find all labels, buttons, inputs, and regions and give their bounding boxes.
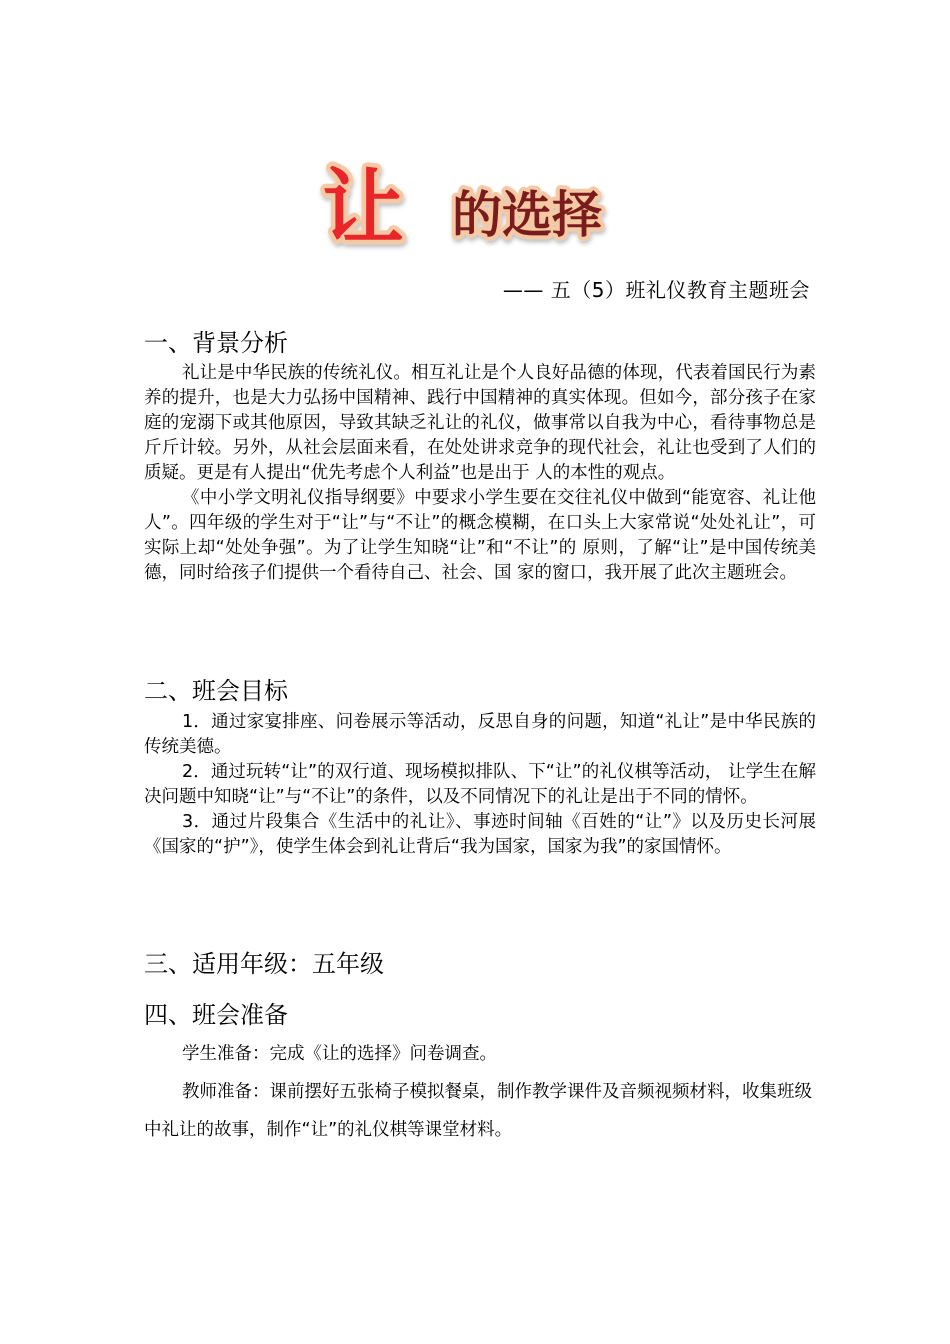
goal-item-3: 3．通过片段集合《生活中的礼让》、事迹时间轴《百姓的“让”》以及历史长河展《国家的“护”》，使学生体会到礼让背后“我为国家，国家为我”的家国情怀。: [144, 812, 816, 857]
section-heading-preparation: 四、班会准备: [144, 1001, 288, 1029]
section-goals-body: [144, 710, 816, 860]
background-paragraph-1: 礼让是中华民族的传统礼仪。相互礼让是个人良好品德的体现，代表着国民行为素养的提升，也是大力弘扬中国精神、践行中国精神的真实体现。但如今，部分孩子在家庭的宠溺下或其他原因，导致其缺乏礼让的礼仪，做事常以自我为中心，看待事物总是斤斤计较。另外，从社会层面来看，在处处讲求竞争的现代社会，礼让也受到了人们的质疑。更是有人提出“优先考虑个人利益”也是出于 人的本性的观点。: [144, 363, 816, 483]
student-preparation: 学生准备：完成《让的选择》问卷调查。: [182, 1044, 497, 1064]
subtitle: —— 五（5）班礼仪教育主题班会: [502, 278, 810, 302]
section-heading-goals: 二、班会目标: [144, 677, 288, 705]
background-paragraph-2: 《中小学文明礼仪指导纲要》中要求小学生要在交往礼仪中做到“能宽容、礼让他人”。四年级的学生对于“让”与“不让”的概念模糊，在口头上大家常说“处处礼让”，可实际上却“处处争强”。为了让学生知晓“让”和“不让”的 原则，了解“让”是中国传统美德，同时给孩子们提供一个看待自己、社会、国 家的窗口，我开展了此次主题班会。: [144, 488, 816, 583]
section-background-body: [144, 361, 816, 586]
section-preparation-body: [144, 1035, 816, 1149]
title-big-char: 让: [322, 161, 405, 254]
title-art: [318, 150, 638, 254]
goal-item-1: 1．通过家宴排座、问卷展示等活动，反思自身的问题，知道“礼让”是中华民族的传统美德。: [144, 712, 816, 757]
section-heading-grade: 三、适用年级：五年级: [144, 950, 384, 978]
title-art-svg: [318, 150, 638, 254]
section-heading-background: 一、背景分析: [144, 329, 288, 357]
teacher-preparation: 教师准备：课前摆好五张椅子模拟餐桌，制作教学课件及音频视频材料，收集班级中礼让的故事，制作“让”的礼仪棋等课堂材料。: [144, 1082, 812, 1140]
title-rest: 的选择: [452, 186, 602, 244]
goal-item-2: 2．通过玩转“让”的双行道、现场模拟排队、下“让”的礼仪棋等活动， 让学生在解决问题中知晓“让”与“不让”的条件，以及不同情况下的礼让是出于不同的情怀。: [144, 762, 816, 807]
